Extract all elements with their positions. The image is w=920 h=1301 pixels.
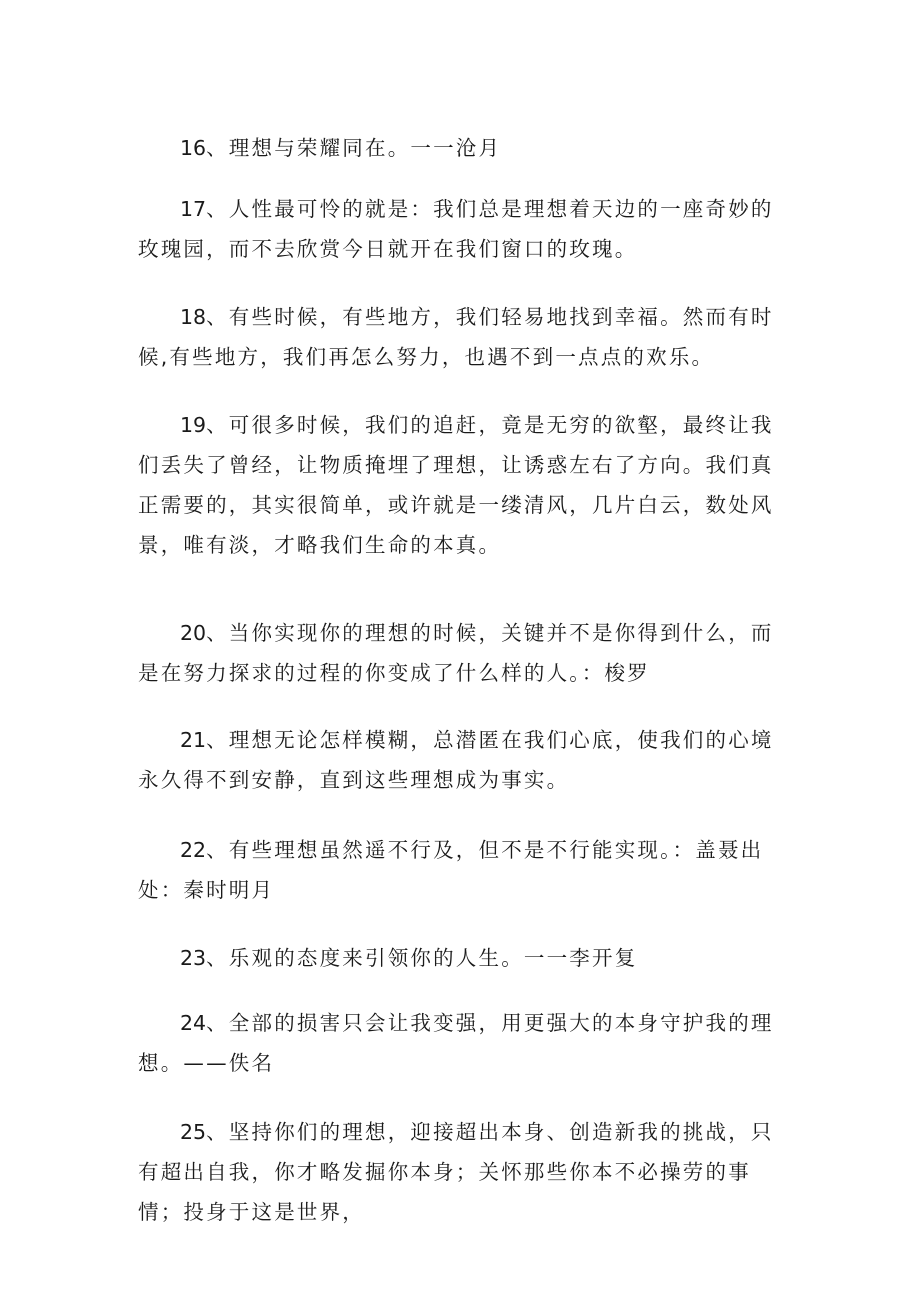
paragraph-text: 、理想与荣耀同在。一一沧月: [206, 136, 502, 160]
paragraph-24: [138, 1003, 794, 1083]
paragraph-text: 、人性最可怜的就是：我们总是理想着天边的一座奇妙的玫瑰园，而不去欣赏今日就开在我们窗口的玫瑰。: [138, 197, 774, 261]
paragraph-21: [138, 720, 794, 800]
paragraph-text: 、当你实现你的理想的时候，关键并不是你得到什么，而是在努力探求的过程的你变成了什么样的人。：梭罗: [138, 621, 774, 685]
paragraph-text: 、可很多时候，我们的追赶，竟是无穷的欲壑，最终让我们丢失了曾经，让物质掩埋了理想，让诱惑左右了方向。我们真正需要的，其实很简单，或许就是一缕清风，几片白云，数处风景，唯有淡，才略我们生命的本真。: [138, 413, 774, 557]
paragraph-20: [138, 613, 794, 693]
paragraph-number: 22: [180, 838, 207, 862]
paragraph-number: 20: [180, 621, 207, 645]
paragraph-number: 17: [180, 197, 207, 221]
paragraph-text: 、理想无论怎样模糊，总潜匿在我们心底，使我们的心境永久得不到安静，直到这些理想成为事实。: [138, 728, 774, 792]
paragraph-16: [138, 128, 794, 168]
paragraph-25: [138, 1112, 794, 1232]
paragraph-18: [138, 297, 794, 377]
paragraph-number: 21: [180, 728, 207, 752]
paragraph-number: 23: [180, 946, 207, 970]
paragraph-text: 、乐观的态度来引领你的人生。一一李开复: [206, 946, 638, 970]
paragraph-22: [138, 830, 794, 910]
paragraph-number: 24: [180, 1011, 207, 1035]
paragraph-text: 、有些理想虽然遥不行及，但不是不行能实现。：盖聂出处：秦时明月: [138, 838, 764, 902]
paragraph-text: 、有些时候，有些地方，我们轻易地找到幸福。然而有时候,有些地方，我们再怎么努力，也遇不到一点点的欢乐。: [138, 305, 774, 369]
paragraph-17: [138, 189, 794, 269]
paragraph-19: [138, 405, 794, 565]
paragraph-number: 16: [180, 136, 207, 160]
paragraph-text: 、全部的损害只会让我变强，用更强大的本身守护我的理想。——佚名: [138, 1011, 774, 1075]
paragraph-number: 25: [180, 1120, 207, 1144]
paragraph-23: [138, 938, 794, 978]
paragraph-text: 、坚持你们的理想，迎接超出本身、创造新我的挑战，只有超出自我，你才略发掘你本身；关怀那些你本不必操劳的事情；投身于这是世界，: [138, 1120, 774, 1224]
paragraph-number: 19: [180, 413, 207, 437]
paragraph-number: 18: [180, 305, 207, 329]
